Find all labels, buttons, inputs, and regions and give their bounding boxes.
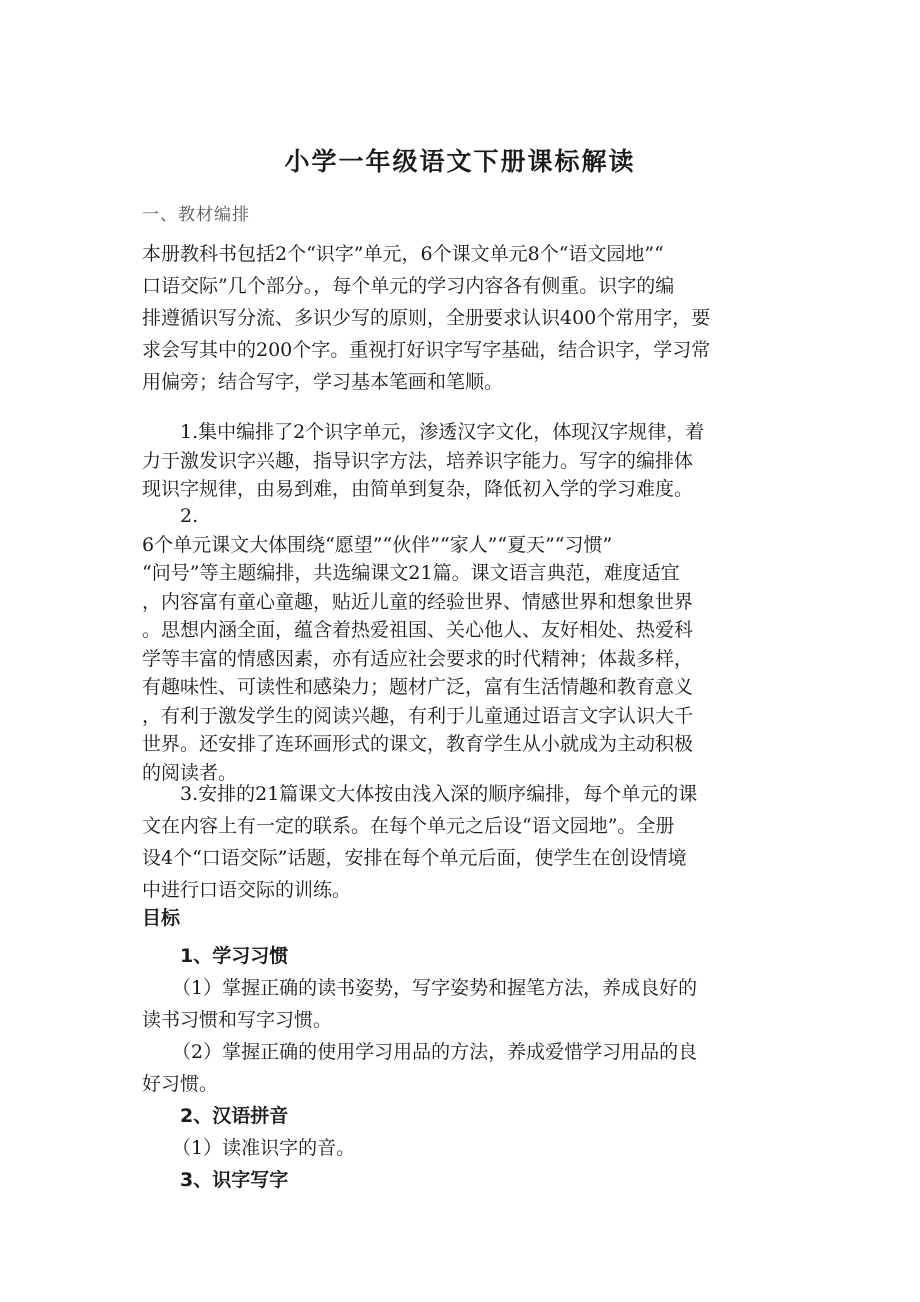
goals-section (142, 902, 782, 934)
text-line: ，内容富有童心童趣，贴近儿童的经验世界、情感世界和想象世界 (142, 590, 694, 613)
document-title: 小学一年级语文下册课标解读 (284, 147, 636, 176)
item-1-paragraph (142, 418, 782, 504)
item-2-paragraph (142, 502, 782, 787)
goal-1 (142, 940, 782, 1100)
text-line: （1）读准识字的音。 (172, 1137, 356, 1159)
text-line: 6个单元课文大体围绕“愿望”“伙伴”“家人”“夏天”“习惯” (142, 533, 613, 556)
text-line: 求会写其中的200个字。重视打好识字写字基础，结合识字，学习常 (142, 339, 711, 361)
text-line: 用偏旁；结合写字，学习基本笔画和笔顺。 (142, 371, 504, 393)
goal-1-heading: 1、学习习惯 (180, 945, 289, 967)
goal-3-heading: 3、识字写字 (180, 1169, 289, 1191)
text-line: 排遵循识写分流、多识少写的原则，全册要求认识400个常用字，要 (142, 307, 711, 329)
text-line: 中进行口语交际的训练。 (142, 879, 352, 901)
section-heading: 一、教材编排 (142, 205, 250, 225)
text-line: 1.集中编排了2个识字单元，渗透汉字文化，体现汉字规律，着 (180, 421, 705, 443)
text-line: 3.安排的21篇课文大体按由浅入深的顺序编排，每个单元的课 (180, 783, 698, 805)
text-line: （2）掌握正确的使用学习用品的方法，养成爱惜学习用品的良 (172, 1041, 698, 1063)
text-line: “问号”等主题编排，共选编课文21篇。课文语言典范，难度适宜 (142, 562, 680, 584)
text-line: 文在内容上有一定的联系。在每个单元之后设“语文园地”。全册 (142, 815, 675, 837)
text-line: 。思想内涵全面，蕴含着热爱祖国、关心他人、友好相处、热爱科 (142, 619, 694, 641)
text-line: 有趣味性、可读性和感染力；题材广泛，富有生活情趣和教育意义 (142, 676, 694, 698)
text-line: 的阅读者。 (142, 761, 238, 784)
text-line: 口语交际”几个部分。，每个单元的学习内容各有侧重。识字的编 (142, 275, 675, 297)
item-number: 2. (180, 505, 199, 527)
goal-2 (142, 1100, 782, 1196)
text-line: 学等丰富的情感因素，亦有适应社会要求的时代精神；体裁多样， (142, 647, 694, 670)
item-3-paragraph (142, 778, 782, 906)
text-line: 好习惯。 (142, 1073, 219, 1095)
text-line: 设4个“口语交际”话题，安排在每个单元后面，使学生在创设情境 (142, 847, 687, 869)
goal-2-heading: 2、汉语拼音 (180, 1105, 289, 1127)
text-line: 力于激发识字兴趣，指导识字方法，培养识字能力。写字的编排体 (142, 449, 694, 472)
text-line: （1）掌握正确的读书姿势，写字姿势和握笔方法，养成良好的 (172, 977, 698, 999)
intro-paragraph (142, 238, 782, 398)
text-line: ，有利于激发学生的阅读兴趣，有利于儿童通过语言文字认识大千 (142, 704, 694, 727)
goals-heading: 目标 (142, 907, 181, 929)
text-line: 读书习惯和写字习惯。 (142, 1009, 333, 1031)
text-line: 本册教科书包括2个“识字”单元，6个课文单元8个“语文园地”“ (142, 243, 664, 265)
text-line: 现识字规律，由易到难，由简单到复杂，降低初入学的学习难度。 (142, 478, 694, 500)
text-line: 世界。还安排了连环画形式的课文，教育学生从小就成为主动积极 (142, 733, 694, 755)
